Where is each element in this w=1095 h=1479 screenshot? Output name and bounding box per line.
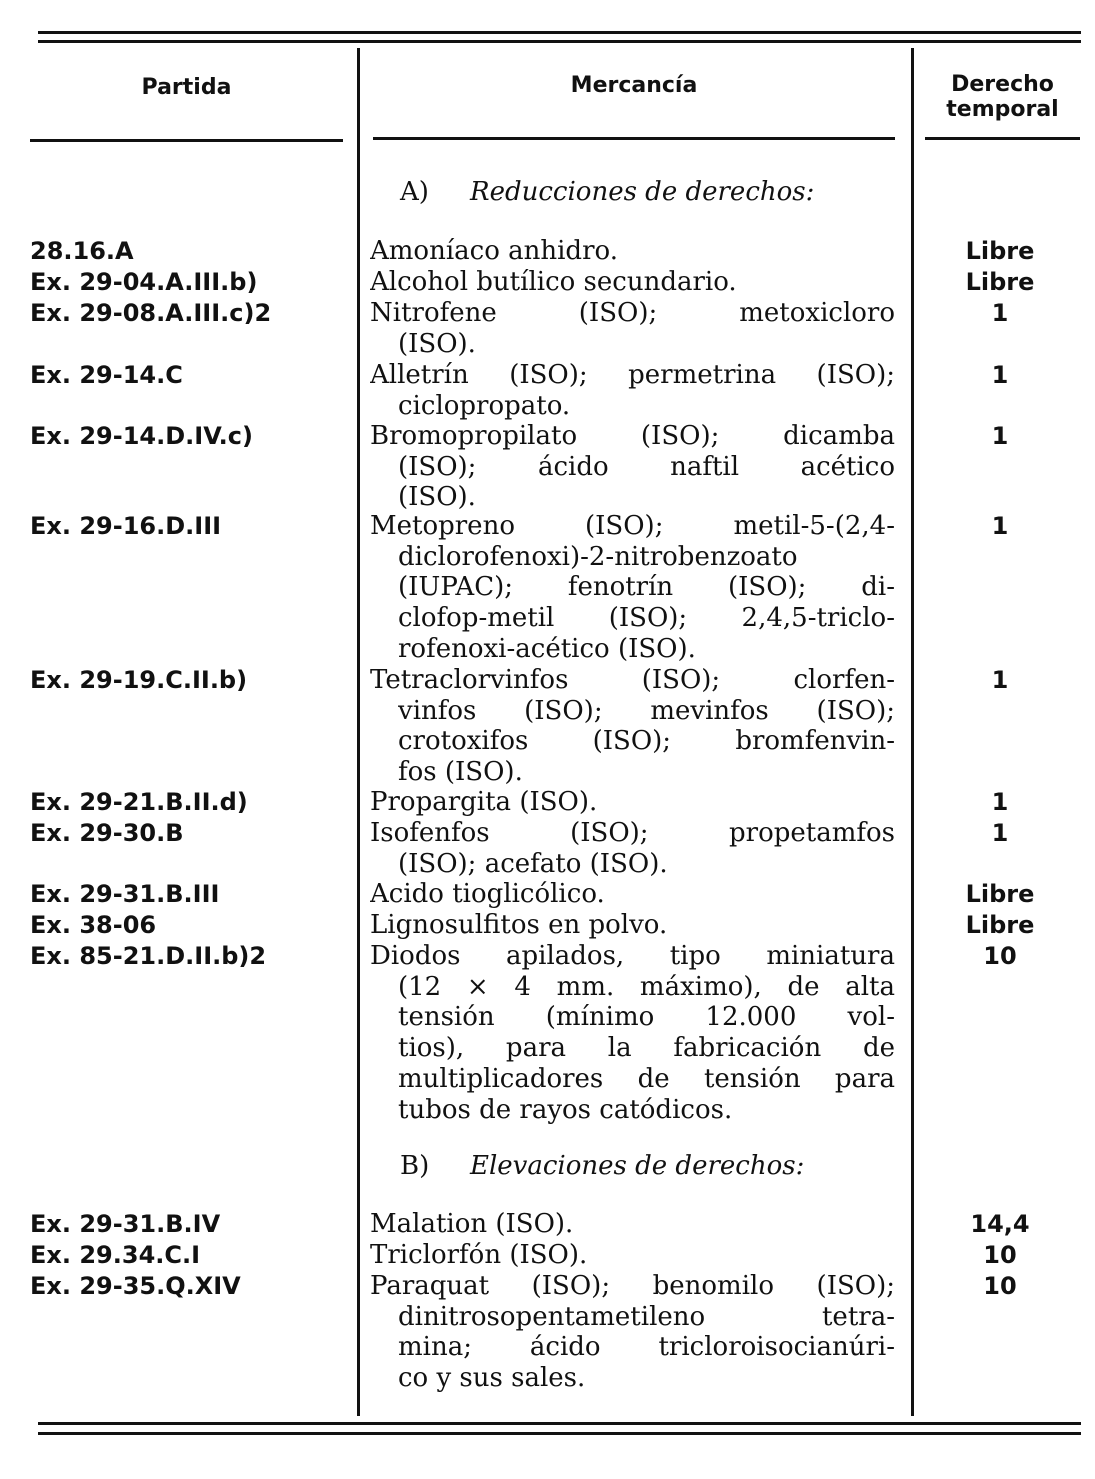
mercancia-line: (ISO).: [398, 328, 476, 359]
derecho-value: 1: [991, 512, 1009, 540]
mercancia-line: crotoxifos (ISO); bromfenvin-: [398, 726, 895, 757]
derecho-value: 14,4: [970, 1210, 1030, 1238]
header-underline-mercancia: [373, 137, 895, 140]
partida-code: Ex. 29-04.A.III.b): [30, 268, 258, 296]
mercancia-line: fos (ISO).: [398, 757, 523, 788]
mercancia-line: (12 × 4 mm. máximo), de alta: [398, 971, 895, 1002]
partida-code: Ex. 29-31.B.IV: [30, 1210, 221, 1238]
mercancia-line: tubos de rayos catódicos.: [398, 1094, 733, 1125]
mercancia-line: Lignosulfitos en polvo.: [370, 910, 668, 940]
mercancia-line: Bromopropilato (ISO); dicamba: [370, 421, 895, 451]
derecho-value: Libre: [965, 880, 1035, 908]
derecho-value: Libre: [965, 911, 1035, 939]
header-underline-partida: [30, 139, 343, 142]
partida-code: Ex. 29-16.D.III: [30, 512, 222, 540]
header-partida: Partida: [141, 75, 232, 100]
header-derecho-line2: temporal: [946, 97, 1059, 122]
section-heading: Elevaciones de derechos:: [470, 1151, 805, 1181]
mercancia-line: Acido tioglicólico.: [370, 879, 605, 909]
mercancia-line: mina; ácido tricloroisocianúri-: [398, 1332, 895, 1363]
mercancia-line: Alletrín (ISO); permetrina (ISO);: [370, 360, 895, 390]
bottom-rule-2: [38, 1432, 1081, 1435]
mercancia-line: dinitrosopentametileno tetra-: [398, 1301, 895, 1332]
derecho-value: 1: [991, 819, 1009, 847]
partida-code: Ex. 29-21.B.II.d): [30, 788, 248, 816]
derecho-value: 10: [983, 942, 1017, 970]
mercancia-line: ciclopropato.: [398, 390, 571, 421]
derecho-value: 1: [991, 788, 1009, 816]
mercancia-line: tios), para la fabricación de: [398, 1033, 895, 1064]
mercancia-line: Nitrofene (ISO); metoxicloro: [370, 298, 895, 328]
partida-code: Ex. 29-19.C.II.b): [30, 666, 248, 694]
mercancia-line: Alcohol butílico secundario.: [370, 267, 737, 297]
mercancia-line: Triclorfón (ISO).: [370, 1240, 588, 1270]
header-derecho-line1: Derecho: [951, 72, 1054, 97]
derecho-value: 1: [991, 361, 1009, 389]
mercancia-line: Isofenfos (ISO); propetamfos: [370, 818, 895, 848]
section-heading: Reducciones de derechos:: [470, 177, 815, 207]
derecho-value: Libre: [965, 237, 1035, 265]
mercancia-line: (ISO); ácido naftil acético: [398, 451, 895, 482]
mercancia-line: rofenoxi-acético (ISO).: [398, 633, 696, 664]
mercancia-line: Metopreno (ISO); metil-5-(2,4-: [370, 511, 895, 541]
mercancia-line: Tetraclorvinfos (ISO); clorfen-: [370, 665, 895, 695]
mercancia-line: (IUPAC); fenotrín (ISO); di-: [398, 572, 895, 603]
mercancia-line: (ISO).: [398, 482, 476, 513]
partida-code: Ex. 29-31.B.III: [30, 880, 220, 908]
derecho-value: 10: [983, 1241, 1017, 1269]
mercancia-line: multiplicadores de tensión para: [398, 1063, 895, 1094]
top-rule-1: [38, 31, 1081, 34]
section-prefix: B): [400, 1151, 430, 1181]
derecho-value: 1: [991, 422, 1009, 450]
partida-code: Ex. 85-21.D.II.b)2: [30, 942, 267, 970]
derecho-value: Libre: [965, 268, 1035, 296]
partida-code: Ex. 29-14.D.IV.c): [30, 422, 253, 450]
mercancia-line: vinfos (ISO); mevinfos (ISO);: [398, 695, 895, 726]
mercancia-line: tensión (mínimo 12.000 vol-: [398, 1002, 895, 1033]
mercancia-line: Malation (ISO).: [370, 1209, 574, 1239]
top-rule-2: [38, 40, 1081, 43]
mercancia-line: co y sus sales.: [398, 1363, 586, 1394]
mercancia-line: clofop-metil (ISO); 2,4,5-triclo-: [398, 603, 895, 634]
column-divider-1: [357, 48, 360, 1416]
partida-code: Ex. 29-08.A.III.c)2: [30, 299, 272, 327]
derecho-value: 1: [991, 666, 1009, 694]
column-divider-2: [911, 48, 914, 1416]
mercancia-line: diclorofenoxi)-2-nitrobenzoato: [398, 541, 798, 572]
partida-code: Ex. 29-35.Q.XIV: [30, 1272, 241, 1300]
derecho-value: 10: [983, 1272, 1017, 1300]
mercancia-line: Amoníaco anhidro.: [370, 236, 618, 266]
section-prefix: A): [400, 177, 429, 207]
mercancia-line: Paraquat (ISO); benomilo (ISO);: [370, 1271, 895, 1301]
mercancia-line: (ISO); acefato (ISO).: [398, 848, 668, 879]
partida-code: 28.16.A: [30, 237, 134, 265]
derecho-value: 1: [991, 299, 1009, 327]
partida-code: Ex. 38-06: [30, 911, 157, 939]
partida-code: Ex. 29-14.C: [30, 361, 183, 389]
partida-code: Ex. 29-30.B: [30, 819, 184, 847]
mercancia-line: Propargita (ISO).: [370, 787, 598, 817]
partida-code: Ex. 29.34.C.I: [30, 1241, 201, 1269]
bottom-rule-1: [38, 1422, 1081, 1425]
header-underline-derecho: [925, 137, 1080, 140]
header-mercancia: Mercancía: [570, 73, 698, 98]
mercancia-line: Diodos apilados, tipo miniatura: [370, 941, 895, 971]
